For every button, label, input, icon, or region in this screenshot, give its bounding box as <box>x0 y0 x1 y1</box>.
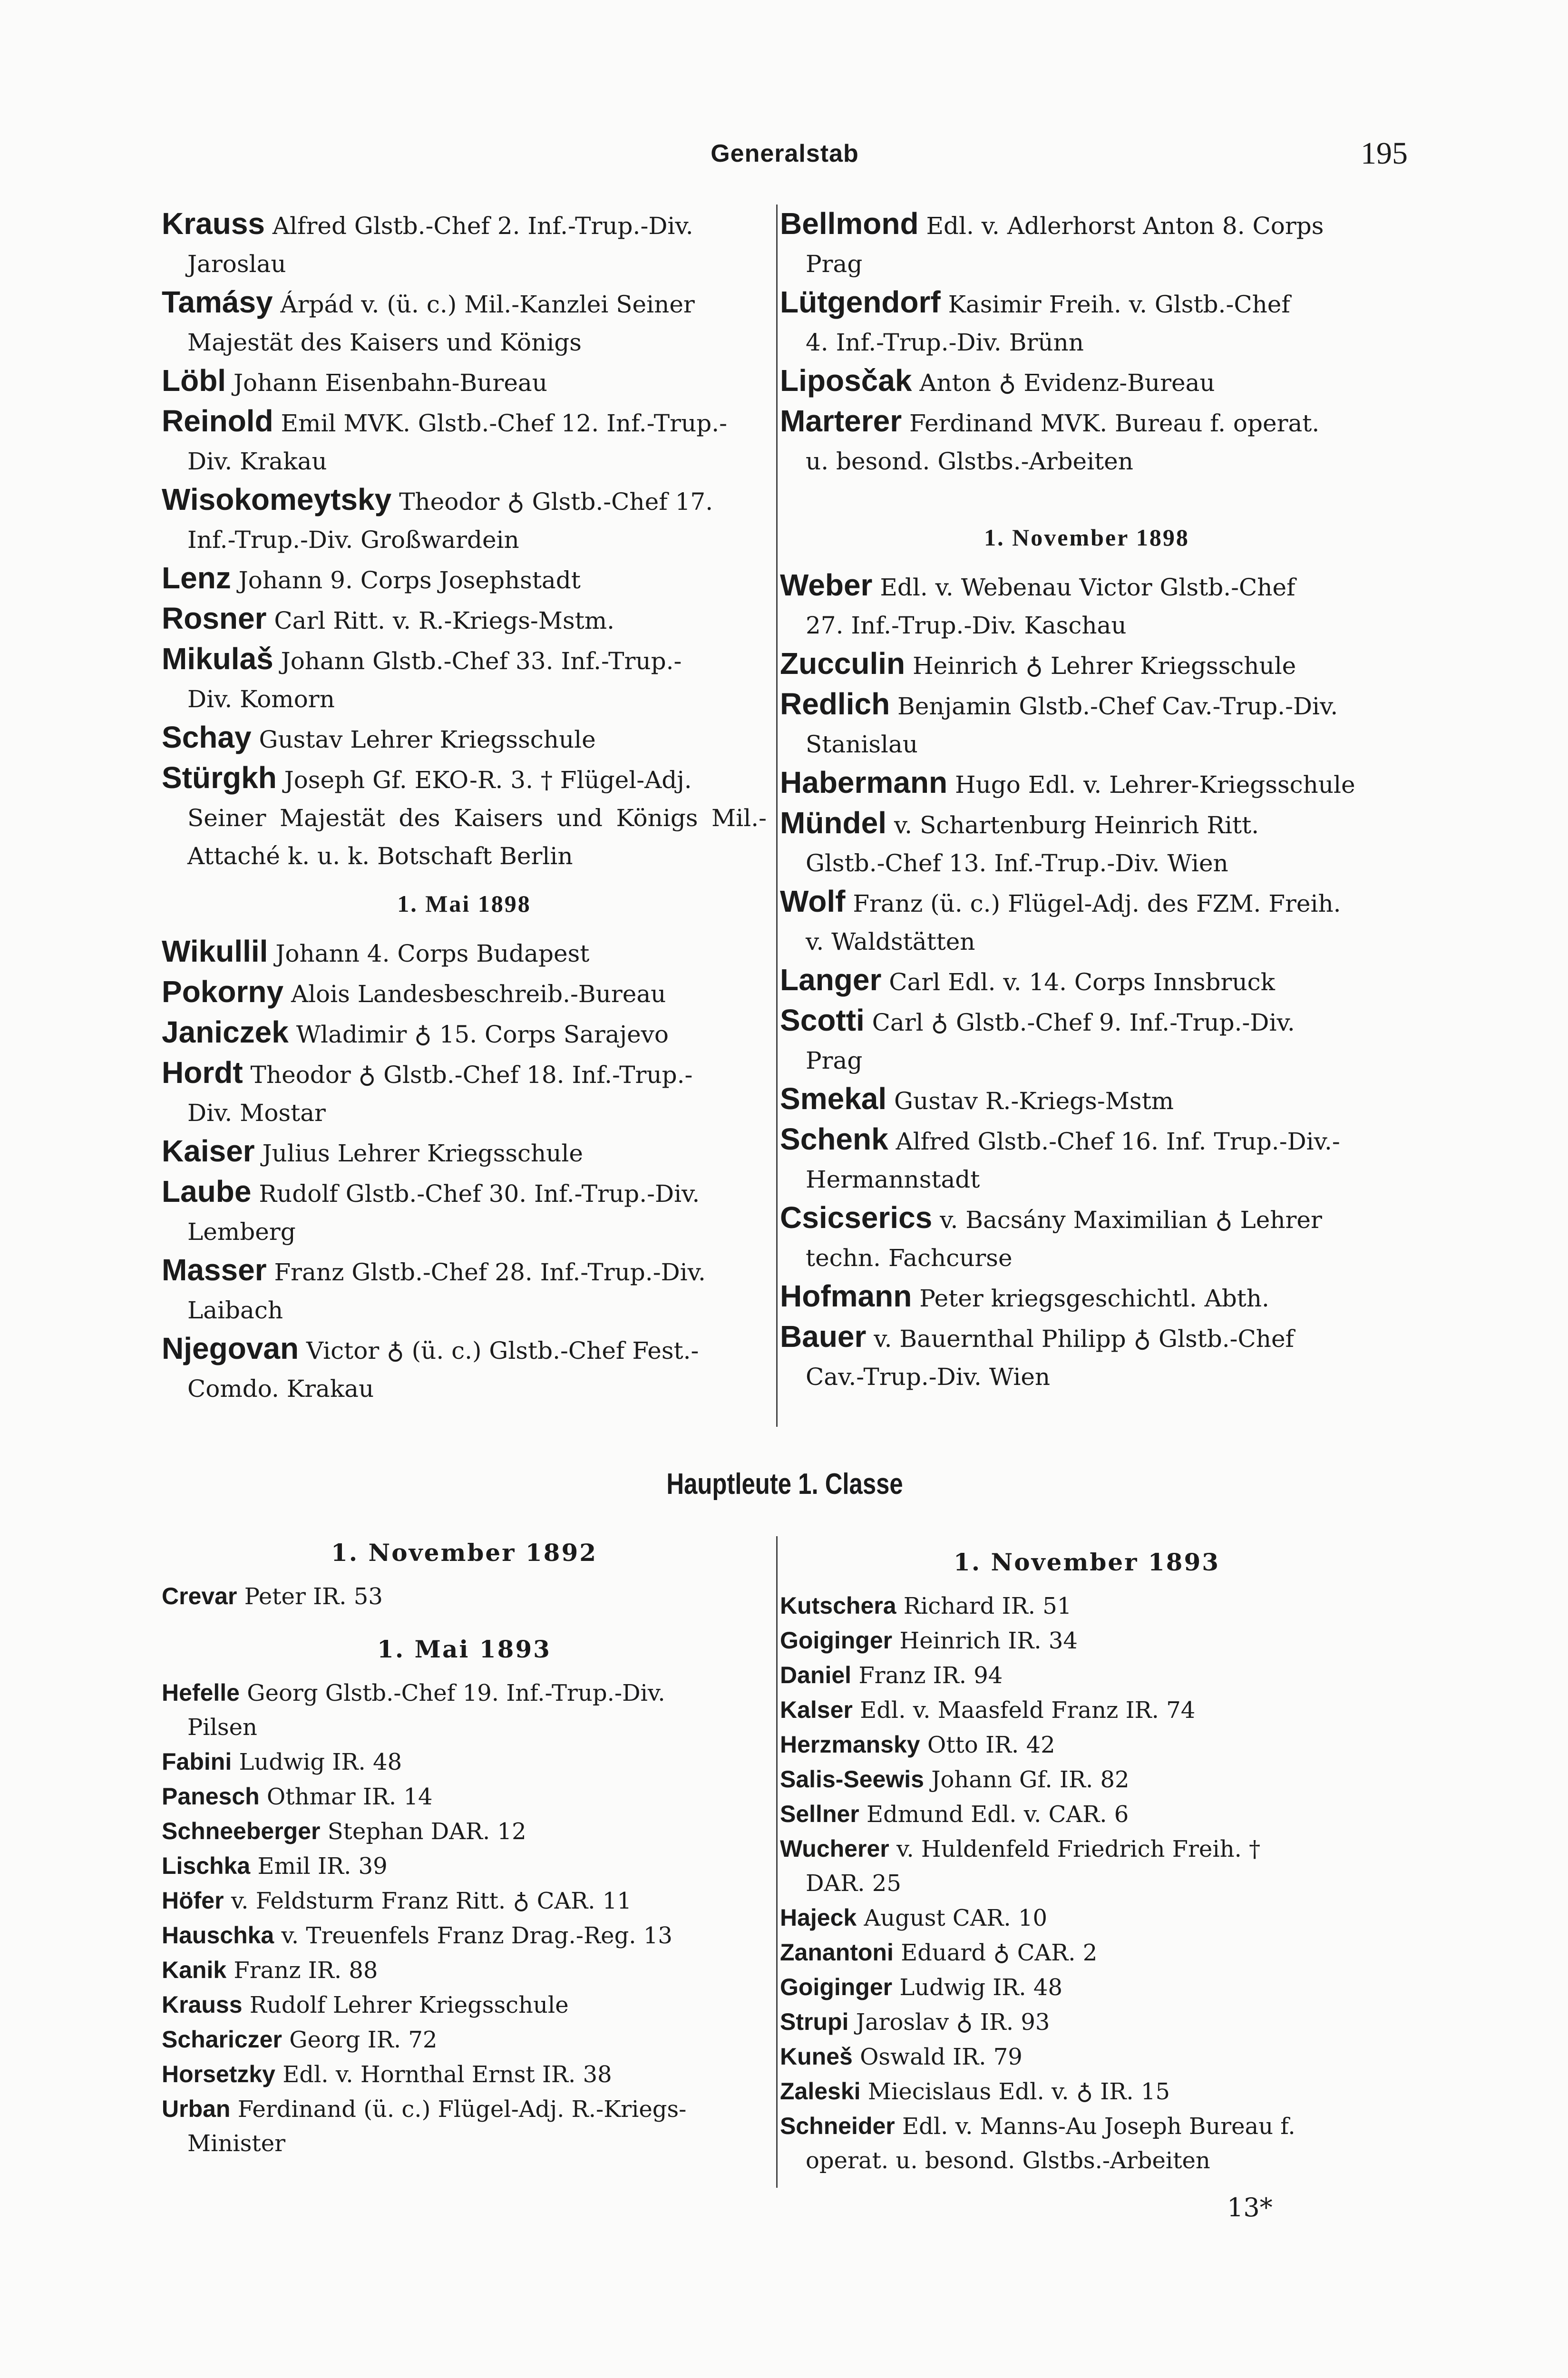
entry-surname: Langer <box>780 963 882 997</box>
list-item <box>780 2005 1393 2039</box>
entry-list <box>162 205 767 875</box>
entry-details: Peter kriegsgeschichtl. Abth. <box>912 1285 1269 1312</box>
list-item <box>780 644 1393 685</box>
list-item <box>780 1900 1393 1935</box>
entry-details: v. Bauernthal Philipp ♁ Glstb.-Chef <box>866 1325 1295 1353</box>
entry-continuation: Div. Komorn <box>187 685 335 713</box>
entry-details: Oswald IR. 79 <box>852 2044 1023 2070</box>
date-heading: 1. Mai 1893 <box>377 1635 551 1663</box>
entry-list <box>162 1676 767 2161</box>
date-heading: 1. November 1893 <box>953 1548 1220 1576</box>
entry-surname: Liposčak <box>780 363 912 398</box>
entry-details: Miecislaus Edl. v. ♁ IR. 15 <box>860 2078 1170 2105</box>
entry-details: Joseph Gf. EKO-R. 3. † Flügel-Adj. <box>276 766 692 794</box>
entry-surname: Rosner <box>162 601 267 635</box>
entry-continuation: Majestät des Kaisers und Königs <box>187 329 582 356</box>
list-item <box>162 1329 767 1408</box>
list-item <box>162 599 767 640</box>
entry-details: Edl. v. Hornthal Ernst IR. 38 <box>275 2061 612 2088</box>
entry-details: Theodor ♁ Glstb.-Chef 18. Inf.-Trup.- <box>243 1061 693 1089</box>
entry-details: v. Bacsány Maximilian ♁ Lehrer <box>932 1206 1322 1234</box>
entry-surname: Schay <box>162 720 252 754</box>
entry-surname: Höfer <box>162 1887 224 1914</box>
entry-details: Árpád v. (ü. c.) Mil.-Kanzlei Seiner <box>273 291 695 318</box>
entry-surname: Daniel <box>780 1662 852 1688</box>
entry-surname: Pokorny <box>162 975 284 1009</box>
list-item <box>780 361 1393 402</box>
date-heading: 1. Mai 1898 <box>397 890 531 917</box>
entry-details: Rudolf Lehrer Kriegsschule <box>242 1992 569 2018</box>
column-divider-top <box>776 205 778 1427</box>
list-item <box>780 402 1393 480</box>
entry-surname: Schneeberger <box>162 1818 321 1844</box>
entry-surname: Laube <box>162 1174 252 1208</box>
entry-continuation: DAR. 25 <box>806 1870 901 1897</box>
list-item <box>780 1970 1393 2005</box>
entry-surname: Hajeck <box>780 1904 857 1931</box>
entry-surname: Lütgendorf <box>780 285 941 319</box>
list-item <box>780 2074 1393 2109</box>
entry-details: Julius Lehrer Kriegsschule <box>254 1140 583 1167</box>
entry-surname: Marterer <box>780 404 902 438</box>
entry-surname: Panesch <box>162 1783 260 1810</box>
list-item <box>162 640 767 718</box>
entry-surname: Tamásy <box>162 285 273 319</box>
entry-details: Edl. v. Manns-Au Joseph Bureau f. <box>895 2113 1295 2140</box>
entry-continuation: operat. u. besond. Glstbs.-Arbeiten <box>806 2147 1210 2174</box>
entry-details: Heinrich ♁ Lehrer Kriegsschule <box>905 652 1296 680</box>
list-item <box>162 1053 767 1132</box>
list-item <box>162 205 767 283</box>
entry-surname: Wucherer <box>780 1835 889 1862</box>
entry-surname: Schneider <box>780 2113 895 2139</box>
entry-surname: Urban <box>162 2095 231 2122</box>
entry-continuation: Div. Krakau <box>187 448 327 475</box>
entry-surname: Janiczek <box>162 1015 289 1049</box>
entry-surname: Mündel <box>780 806 886 840</box>
list-item <box>162 2092 767 2161</box>
right-column-bottom <box>780 1527 1393 2178</box>
entry-details: Theodor ♁ Glstb.-Chef 17. <box>391 488 713 516</box>
entry-details: Alois Landesbeschreib.-Bureau <box>283 980 666 1008</box>
entry-continuation: Prag <box>806 250 863 278</box>
entry-continuation: techn. Fachcurse <box>806 1244 1013 1272</box>
entry-details: Ferdinand MVK. Bureau f. operat. <box>902 409 1320 437</box>
entry-details: Ludwig IR. 48 <box>892 1974 1062 2001</box>
list-item <box>780 1317 1393 1396</box>
entry-details: Johann 4. Corps Budapest <box>268 940 590 967</box>
entry-details: v. Feldsturm Franz Ritt. ♁ CAR. 11 <box>224 1888 632 1914</box>
date-heading: 1. November 1898 <box>984 524 1189 551</box>
entry-details: Othmar IR. 14 <box>259 1784 433 1810</box>
entry-list <box>162 1579 767 1614</box>
entry-details: v. Huldenfeld Friedrich Freih. † <box>889 1836 1261 1862</box>
entry-surname: Wikullil <box>162 934 268 968</box>
entry-list <box>780 205 1393 480</box>
entry-list <box>780 566 1393 1396</box>
entry-list <box>162 932 767 1408</box>
entry-details: Hugo Edl. v. Lehrer-Kriegsschule <box>947 771 1355 799</box>
entry-details: Johann 9. Corps Josephstadt <box>231 566 581 594</box>
entry-continuation: u. besond. Glstbs.-Arbeiten <box>806 448 1133 475</box>
entry-details: Alfred Glstb.-Chef 2. Inf.-Trup.-Div. <box>265 212 693 240</box>
list-item <box>162 402 767 480</box>
entry-details: Franz (ü. c.) Flügel-Adj. des FZM. Freih. <box>845 890 1341 917</box>
entry-continuation: 27. Inf.-Trup.-Div. Kaschau <box>806 612 1127 639</box>
list-item <box>780 1693 1393 1727</box>
entry-surname: Kutschera <box>780 1592 896 1619</box>
entry-list <box>780 1589 1393 2178</box>
entry-surname: Herzmansky <box>780 1731 920 1758</box>
entry-details: Georg IR. 72 <box>282 2027 438 2053</box>
list-item <box>162 759 767 875</box>
entry-details: Gustav R.-Kriegs-Mstm <box>886 1087 1174 1115</box>
entry-surname: Zucculin <box>780 646 906 681</box>
entry-surname: Horsetzky <box>162 2061 275 2087</box>
list-item <box>780 1797 1393 1832</box>
entry-surname: Bellmond <box>780 206 919 241</box>
entry-surname: Bauer <box>780 1319 867 1354</box>
entry-details: Gustav Lehrer Kriegsschule <box>251 726 596 753</box>
entry-details: Johann Glstb.-Chef 33. Inf.-Trup.- <box>273 647 682 675</box>
entry-details: Stephan DAR. 12 <box>320 1818 526 1845</box>
entry-continuation: Minister <box>187 2130 286 2157</box>
entry-continuation: Stanislau <box>806 731 918 758</box>
entry-surname: Sellner <box>780 1801 859 1827</box>
signature-mark: 13* <box>1227 2193 1273 2222</box>
entry-details: Franz IR. 94 <box>851 1662 1003 1689</box>
list-item <box>780 1080 1393 1120</box>
entry-surname: Kanik <box>162 1957 227 1983</box>
list-item <box>162 1918 767 1953</box>
column-divider-bottom <box>776 1536 778 2188</box>
list-item <box>162 1953 767 1988</box>
entry-details: v. Schartenburg Heinrich Ritt. <box>886 811 1259 839</box>
list-item <box>162 283 767 361</box>
entry-surname: Schariczer <box>162 2026 282 2053</box>
entry-details: Heinrich IR. 34 <box>892 1628 1078 1654</box>
entry-details: Emil MVK. Glstb.-Chef 12. Inf.-Trup.- <box>273 409 728 437</box>
entry-surname: Fabini <box>162 1748 232 1775</box>
page-number: 195 <box>1361 136 1408 171</box>
list-item <box>162 1132 767 1172</box>
entry-surname: Krauss <box>162 1991 243 2018</box>
entry-details: v. Treuenfels Franz Drag.-Reg. 13 <box>274 1922 672 1949</box>
entry-surname: Mikulaš <box>162 642 273 676</box>
entry-surname: Reinold <box>162 404 273 438</box>
entry-surname: Lischka <box>162 1852 251 1879</box>
entry-details: Franz Glstb.-Chef 28. Inf.-Trup.-Div. <box>266 1258 706 1286</box>
entry-surname: Njegovan <box>162 1331 299 1365</box>
list-item <box>780 961 1393 1001</box>
entry-continuation: Glstb.-Chef 13. Inf.-Trup.-Div. Wien <box>806 849 1228 877</box>
list-item <box>780 1120 1393 1199</box>
entry-details: Eduard ♁ CAR. 2 <box>893 1939 1098 1966</box>
list-item <box>780 804 1393 882</box>
entry-continuation: Lemberg <box>187 1218 296 1246</box>
section-title: Hauptleute 1. Classe <box>666 1468 903 1501</box>
entry-details: Wladimir ♁ 15. Corps Sarajevo <box>288 1021 669 1048</box>
list-item <box>162 1745 767 1779</box>
entry-surname: Wisokomeytsky <box>162 482 392 517</box>
entry-continuation: 4. Inf.-Trup.-Div. Brünn <box>806 329 1084 356</box>
list-item <box>162 932 767 973</box>
entry-details: Peter IR. 53 <box>237 1583 383 1610</box>
entry-surname: Salis-Seewis <box>780 1766 924 1793</box>
entry-surname: Schenk <box>780 1122 888 1156</box>
list-item <box>780 1589 1393 1623</box>
entry-surname: Löbl <box>162 363 226 398</box>
list-item <box>780 283 1393 361</box>
list-item <box>780 1935 1393 1970</box>
list-item <box>780 1277 1393 1317</box>
entry-surname: Weber <box>780 568 873 602</box>
entry-details: Benjamin Glstb.-Chef Cav.-Trup.-Div. <box>890 692 1338 720</box>
entry-details: Victor ♁ (ü. c.) Glstb.-Chef Fest.- <box>299 1337 699 1364</box>
list-item <box>162 1251 767 1329</box>
list-item <box>162 480 767 559</box>
entry-details: Otto IR. 42 <box>920 1732 1055 1758</box>
entry-details: Carl Edl. v. 14. Corps Innsbruck <box>881 968 1275 996</box>
entry-details: Richard IR. 51 <box>896 1593 1072 1619</box>
list-item <box>162 1814 767 1849</box>
list-item <box>780 1727 1393 1762</box>
running-title: Generalstab <box>711 140 859 167</box>
entry-continuation: Jaroslau <box>187 250 286 278</box>
entry-details: Edmund Edl. v. CAR. 6 <box>859 1801 1129 1828</box>
list-item <box>162 2022 767 2057</box>
entry-surname: Scotti <box>780 1003 865 1037</box>
entry-surname: Krauss <box>162 206 265 241</box>
list-item <box>162 559 767 599</box>
list-item <box>162 1579 767 1614</box>
entry-continuation: Cav.-Trup.-Div. Wien <box>806 1363 1051 1391</box>
date-heading: 1. November 1892 <box>331 1539 598 1567</box>
list-item <box>780 1658 1393 1693</box>
entry-surname: Kuneš <box>780 2043 853 2070</box>
list-item <box>780 763 1393 804</box>
entry-details: Edl. v. Adlerhorst Anton 8. Corps <box>918 212 1324 240</box>
entry-surname: Smekal <box>780 1082 887 1116</box>
entry-surname: Zaleski <box>780 2078 861 2105</box>
entry-details: Anton ♁ Evidenz-Bureau <box>912 369 1215 397</box>
entry-surname: Goiginger <box>780 1627 893 1654</box>
list-item <box>780 1762 1393 1797</box>
list-item <box>780 2039 1393 2074</box>
entry-details: Ludwig IR. 48 <box>232 1749 402 1775</box>
entry-continuation: Div. Mostar <box>187 1099 326 1127</box>
entry-details: Ferdinand (ü. c.) Flügel-Adj. R.-Kriegs- <box>230 2096 687 2123</box>
list-item <box>780 685 1393 763</box>
entry-details: Johann Gf. IR. 82 <box>924 1766 1130 1793</box>
entry-continuation: Hermannstadt <box>806 1166 980 1193</box>
entry-details: Jaroslav ♁ IR. 93 <box>848 2009 1050 2036</box>
entry-surname: Hefelle <box>162 1679 240 1706</box>
entry-continuation: Comdo. Krakau <box>187 1375 374 1403</box>
entry-surname: Zanantoni <box>780 1939 894 1966</box>
entry-surname: Hordt <box>162 1055 243 1090</box>
entry-continuation: Seiner Majestät des Kaisers und Königs Mil.-Attaché k. u. k. Botschaft Berlin <box>187 804 767 870</box>
entry-details: Emil IR. 39 <box>250 1853 388 1880</box>
list-item <box>162 361 767 402</box>
entry-surname: Habermann <box>780 765 948 799</box>
list-item <box>780 566 1393 644</box>
entry-surname: Redlich <box>780 687 890 721</box>
list-item <box>780 1623 1393 1658</box>
list-item <box>780 1001 1393 1080</box>
entry-surname: Strupi <box>780 2008 849 2035</box>
entry-details: Edl. v. Maasfeld Franz IR. 74 <box>852 1697 1196 1724</box>
list-item <box>162 1676 767 1745</box>
entry-surname: Goiginger <box>780 1974 893 2000</box>
list-item <box>780 882 1393 961</box>
entry-surname: Masser <box>162 1253 267 1287</box>
list-item <box>162 1172 767 1251</box>
list-item <box>780 1199 1393 1277</box>
entry-surname: Kaiser <box>162 1134 255 1168</box>
entry-details: Carl ♁ Glstb.-Chef 9. Inf.-Trup.-Div. <box>864 1009 1295 1036</box>
list-item <box>162 718 767 759</box>
list-item <box>162 1849 767 1883</box>
left-column-top <box>162 205 767 1408</box>
entry-details: Alfred Glstb.-Chef 16. Inf. Trup.-Div.- <box>888 1128 1340 1155</box>
list-item <box>162 1883 767 1918</box>
entry-surname: Hofmann <box>780 1279 912 1313</box>
entry-surname: Wolf <box>780 884 846 918</box>
entry-details: Georg Glstb.-Chef 19. Inf.-Trup.-Div. <box>239 1680 665 1706</box>
entry-surname: Lenz <box>162 561 231 595</box>
entry-details: Carl Ritt. v. R.-Kriegs-Mstm. <box>266 607 615 634</box>
entry-continuation: Inf.-Trup.-Div. Großwardein <box>187 526 519 554</box>
entry-details: Rudolf Glstb.-Chef 30. Inf.-Trup.-Div. <box>251 1180 700 1208</box>
entry-surname: Crevar <box>162 1583 237 1609</box>
right-column-top <box>780 205 1393 1396</box>
list-item <box>162 1013 767 1053</box>
list-item <box>780 2109 1393 2178</box>
entry-details: Franz IR. 88 <box>226 1957 378 1984</box>
list-item <box>780 1832 1393 1900</box>
list-item <box>162 2057 767 2092</box>
entry-surname: Hauschka <box>162 1922 274 1949</box>
entry-details: Kasimir Freih. v. Glstb.-Chef <box>940 291 1290 318</box>
left-column-bottom <box>162 1527 767 2161</box>
page-header <box>162 136 1408 174</box>
entry-continuation: v. Waldstätten <box>806 928 975 955</box>
entry-details: Johann Eisenbahn-Bureau <box>226 369 547 397</box>
list-item <box>780 205 1393 283</box>
entry-continuation: Pilsen <box>187 1714 257 1741</box>
entry-details: August CAR. 10 <box>857 1905 1048 1931</box>
entry-surname: Stürgkh <box>162 760 277 795</box>
list-item <box>162 1988 767 2022</box>
list-item <box>162 973 767 1013</box>
entry-surname: Kalser <box>780 1696 853 1723</box>
list-item <box>162 1779 767 1814</box>
entry-continuation: Laibach <box>187 1296 283 1324</box>
entry-surname: Csicserics <box>780 1200 933 1235</box>
entry-continuation: Prag <box>806 1047 863 1074</box>
entry-details: Edl. v. Webenau Victor Glstb.-Chef <box>872 574 1295 601</box>
